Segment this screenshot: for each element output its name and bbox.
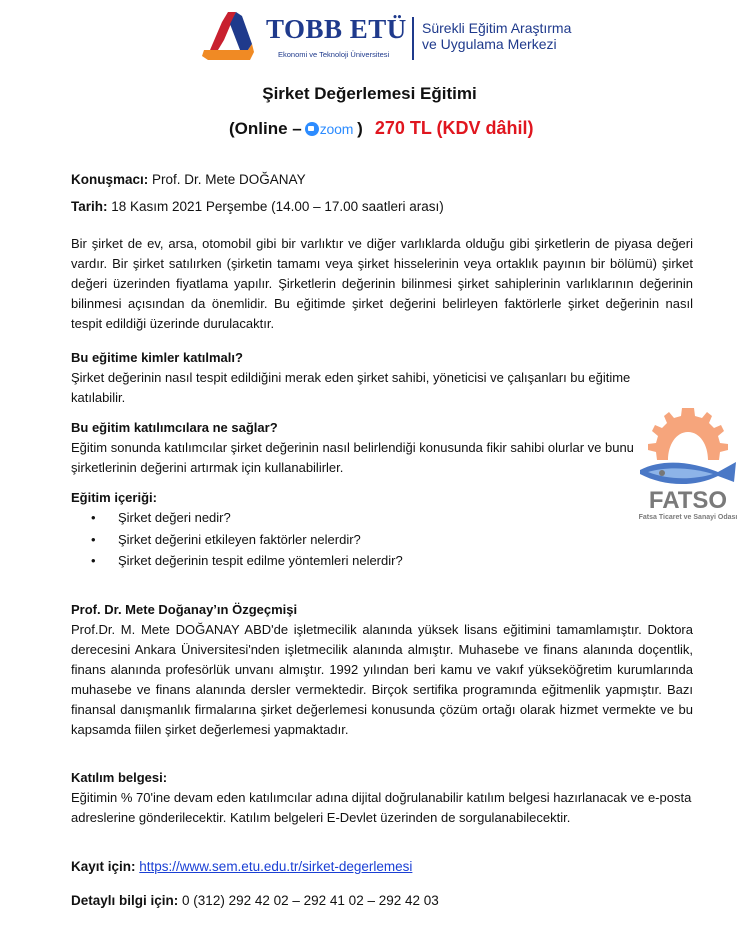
- bio-text: Prof.Dr. M. Mete DOĞANAY ABD'de işletmecilik alanında yüksek lisans eğitimini tamamlamıştır. Doktora derecesini Ankara Üniversitesi'nden işletmecilik alanında almıştır. Muhasebe ve finans alanında doçentlik, finans alanında profesörlük unvanı almıştır. 1992 yılından beri kamu ve vakıf yükseköğretim kurumlarında muhasebe ve finans alanında dersler vermektedir. Birçok sertifika programında eğitmenlik yapmıştır. Bazı finansal danışmanlık firmalarına şirket değerlemesi konusunda çözüm ortağı olarak hizmet vermekte ve bu kapsamda fiilen şirket değerlemesi yapmaktadır.: [71, 622, 693, 737]
- certificate-section: [71, 768, 693, 828]
- audience-section: [71, 348, 651, 408]
- date-label: Tarih:: [71, 199, 108, 214]
- fatso-full-name: Fatsa Ticaret ve Sanayi Odası: [638, 514, 738, 521]
- content-list: [91, 507, 403, 572]
- intro-paragraph: Bir şirket de ev, arsa, otomobil gibi bir varlıktır ve diğer varlıklarda olduğu gibi şirketlerin de piyasa değeri vardır. Bir şirket satılırken (şirketin tamamı veya şirket hisselerinin veya ortaklık payının bir bölümü) şirket değeri üzerinden fiyatlama yapılır. Şirketlerin değerinin bilinmesi şirket sahiplerinin varlıklarının değerinin bilinmesi açısından da önemlidir. Bu eğitimde şirket değerini belirleyen faktörlerle şirket değerinin nasıl tespit edildiği üzerinde durulacaktır.: [71, 236, 693, 331]
- audience-text: Şirket değerinin nasıl tespit edildiğini merak eden şirket sahibi, yöneticisi ve çalışanları bu eğitime katılabilir.: [71, 370, 631, 405]
- zoom-camera-icon: [305, 122, 319, 136]
- content-heading: Eğitim içeriği:: [71, 490, 157, 505]
- center-name-line1: Sürekli Eğitim Araştırma: [422, 20, 572, 36]
- zoom-logo: [305, 121, 353, 137]
- content-section: [71, 488, 693, 508]
- header-logo: [200, 8, 570, 64]
- event-date: 18 Kasım 2021 Perşembe (14.00 – 17.00 saatleri arası): [111, 199, 444, 214]
- gear-icon: [648, 408, 728, 460]
- register-line: [71, 859, 412, 874]
- phone-numbers: 0 (312) 292 42 02 – 292 41 02 – 292 42 03: [182, 893, 439, 908]
- info-label: Detaylı bilgi için:: [71, 893, 179, 908]
- mode-open: (Online –: [229, 118, 302, 138]
- audience-heading: Bu eğitime kimler katılmalı?: [71, 350, 243, 365]
- event-price: 270 TL (KDV dâhil): [374, 118, 534, 138]
- institution-name: TOBB ETÜ: [266, 14, 407, 44]
- event-subtitle: [229, 118, 534, 139]
- register-label: Kayıt için:: [71, 859, 136, 874]
- mode-close: ): [357, 118, 363, 138]
- certificate-text: Eğitimin % 70'ine devam eden katılımcılar adına dijital doğrulanabilir katılım belgesi hazırlanacak ve e-posta adreslerine gönderilecektir. Katılım belgeleri E-Devlet üzerinden de sorgulanabilecektir.: [71, 790, 692, 825]
- fish-icon: [640, 462, 736, 484]
- header-divider: [412, 17, 414, 60]
- content-list-item: • Şirket değerinin tespit edilme yöntemleri nelerdir?: [91, 550, 403, 572]
- fatso-name: FATSO: [648, 487, 728, 514]
- speaker-line: [71, 172, 306, 187]
- zoom-wordmark: zoom: [319, 120, 354, 137]
- bio-heading: Prof. Dr. Mete Doğanay’ın Özgeçmişi: [71, 602, 298, 617]
- speaker-label: Konuşmacı:: [71, 172, 149, 187]
- benefits-text: Eğitim sonunda katılımcılar şirket değerinin nasıl belirlendiği konusunda fikir sahibi olurlar ve bunu şirketlerinin değerini artırmak için kullanabilirler.: [71, 440, 634, 475]
- bio-section: [71, 600, 693, 740]
- benefits-heading: Bu eğitim katılımcılara ne sağlar?: [71, 420, 278, 435]
- center-name-line2: ve Uygulama Merkezi: [422, 36, 557, 52]
- institution-subtitle: Ekonomi ve Teknoloji Üniversitesi: [278, 50, 390, 59]
- center-name: [422, 20, 571, 52]
- certificate-heading: Katılım belgesi:: [71, 770, 168, 785]
- date-line: [71, 199, 444, 214]
- event-title: Şirket Değerlemesi Eğitimi: [262, 84, 477, 103]
- register-link[interactable]: https://www.sem.etu.edu.tr/sirket-degerlemesi: [139, 859, 413, 874]
- tobb-etu-logo-icon: [200, 10, 258, 62]
- info-line: [71, 893, 439, 908]
- speaker-name: Prof. Dr. Mete DOĞANAY: [152, 172, 306, 187]
- content-list-item: • Şirket değerini etkileyen faktörler nelerdir?: [91, 529, 403, 551]
- content-list-item: • Şirket değeri nedir?: [91, 507, 403, 529]
- fatso-logo: [638, 400, 739, 522]
- benefits-section: [71, 418, 651, 478]
